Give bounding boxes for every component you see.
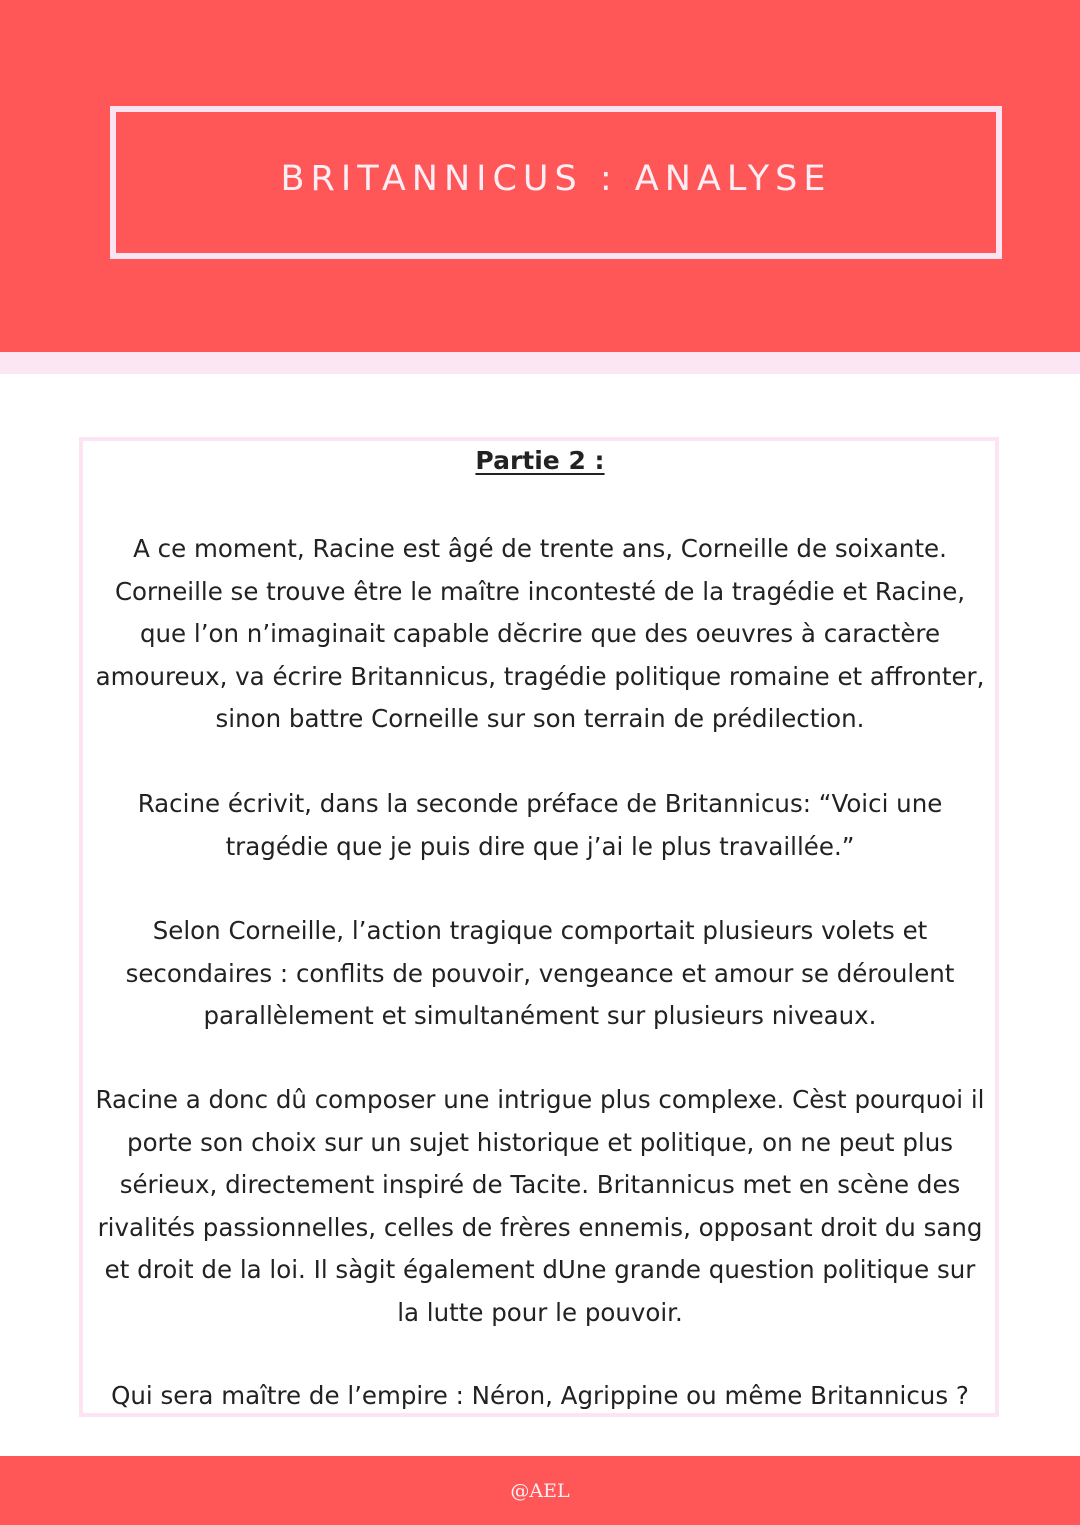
paragraph-intrigue: Racine a donc dû composer une intrigue plus complexe. Cèst pourquoi il porte son choix sur un sujet historique et politique, on ne peut plus sérieux, directement inspiré de Tacite. Britannicus met en scène des rivalités passionnelles, celles de frères ennemis, opposant droit du sang et droit de la loi. Il sàgit également dUne grande question politique sur la lutte pour le pouvoir. bbox=[95, 1085, 985, 1327]
paragraph-context: A ce moment, Racine est âgé de trente ans, Corneille de soixante. Corneille se trouve être le maître incontesté de la tragédie et Racine, que l’on n’imaginait capable dĕcrire que des oeuvres à caractère amoureux, va écrire Britannicus, tragédie politique romaine et affronter, sinon battre Corneille sur son terrain de prédilection. bbox=[95, 534, 985, 733]
title-frame bbox=[110, 106, 1002, 259]
footer-band bbox=[0, 1456, 1080, 1525]
paragraph-corneille-action: Selon Corneille, l’action tragique comportait plusieurs volets et secondaires : conflits de pouvoir, vengeance et amour se déroulent parallèlement et simultanément sur plusieurs niveaux. bbox=[125, 916, 955, 1030]
section-heading: Partie 2 : bbox=[475, 446, 605, 475]
paragraph-question: Qui sera maître de l’empire : Néron, Agrippine ou même Britannicus ? bbox=[111, 1381, 969, 1410]
footer-author: @AEL bbox=[510, 1479, 570, 1502]
page-title: BRITANNICUS : ANALYSE bbox=[280, 158, 832, 199]
paragraph-preface-quote: Racine écrivit, dans la seconde préface de Britannicus: “Voici une tragédie que je puis dire que j’ai le plus travaillée.” bbox=[137, 789, 943, 861]
header-stripe bbox=[0, 352, 1080, 374]
